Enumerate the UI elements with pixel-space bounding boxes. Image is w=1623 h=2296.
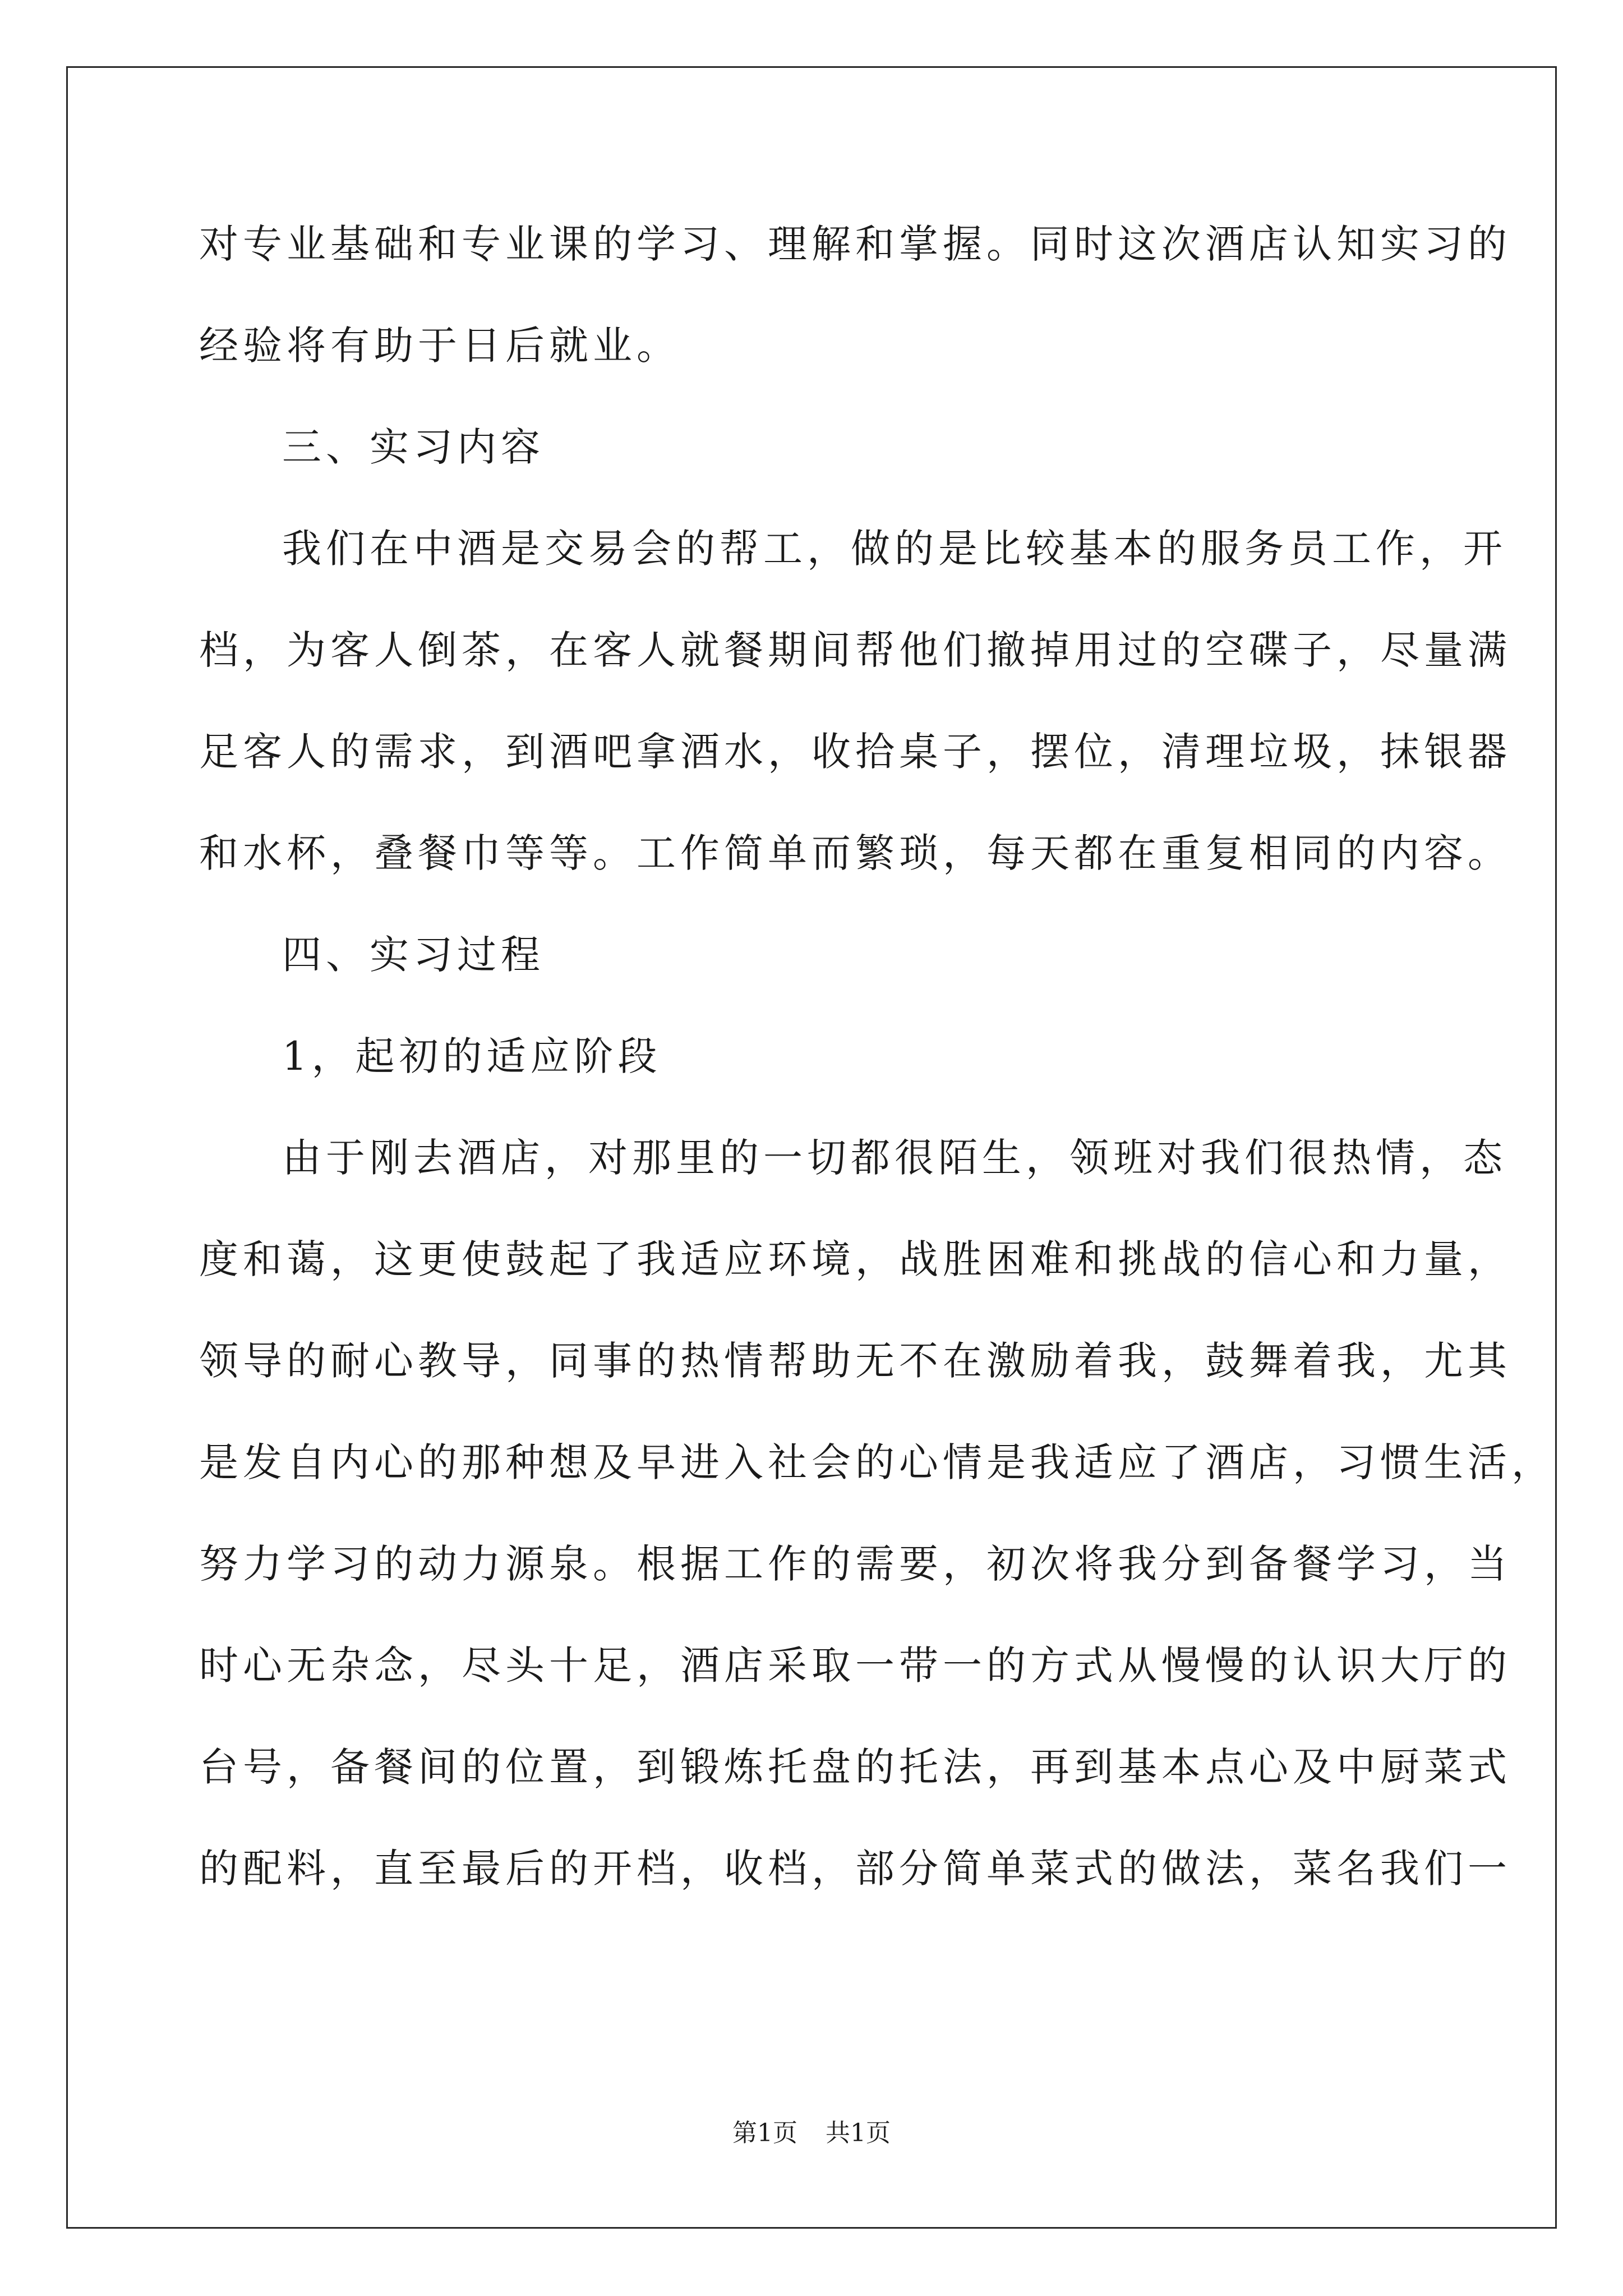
paragraph-line: 台号，备餐间的位置，到锻炼托盘的托法，再到基本点心及中厨菜式 xyxy=(199,1744,1511,1790)
paragraph-line: 档，为客人倒茶，在客人就餐期间帮他们撤掉用过的空碟子，尽量满 xyxy=(199,627,1511,673)
paragraph-line: 的配料，直至最后的开档，收档，部分简单菜式的做法，菜名我们一 xyxy=(199,1846,1511,1892)
paragraph-line: 足客人的需求，到酒吧拿酒水，收拾桌子，摆位，清理垃圾，抹银器 xyxy=(199,729,1511,775)
paragraph-line: 领导的耐心教导，同事的热情帮助无不在激励着我，鼓舞着我，尤其 xyxy=(199,1338,1511,1384)
paragraph-line: 是发自内心的那种想及早进入社会的心情是我适应了酒店，习惯生活， xyxy=(199,1439,1555,1485)
paragraph-line: 和水杯，叠餐巾等等。工作简单而繁琐，每天都在重复相同的内容。 xyxy=(199,830,1511,876)
paragraph-line: 由于刚去酒店，对那里的一切都很陌生，领班对我们很热情，态 xyxy=(282,1135,1507,1181)
paragraph-line: 时心无杂念，尽头十足，酒店采取一带一的方式从慢慢的认识大厅的 xyxy=(199,1642,1511,1688)
paragraph-line: 努力学习的动力源泉。根据工作的需要，初次将我分到备餐学习，当 xyxy=(199,1541,1511,1587)
page-number-current: 第1页 xyxy=(732,2119,797,2147)
paragraph-line: 我们在中酒是交易会的帮工，做的是比较基本的服务员工作，开 xyxy=(282,526,1507,572)
section-heading: 四、实习过程 xyxy=(282,932,545,978)
paragraph-line: 度和蔼，这更使鼓起了我适应环境，战胜困难和挑战的信心和力量， xyxy=(199,1236,1511,1282)
paragraph-line: 经验将有助于日后就业。 xyxy=(199,323,680,369)
paragraph-line: 对专业基础和专业课的学习、理解和掌握。同时这次酒店认知实习的 xyxy=(199,221,1511,267)
subsection-heading: 1，起初的适应阶段 xyxy=(282,1033,662,1079)
page-footer xyxy=(0,2116,1623,2150)
section-heading: 三、实习内容 xyxy=(282,424,545,470)
page-number-total: 共1页 xyxy=(826,2119,891,2147)
